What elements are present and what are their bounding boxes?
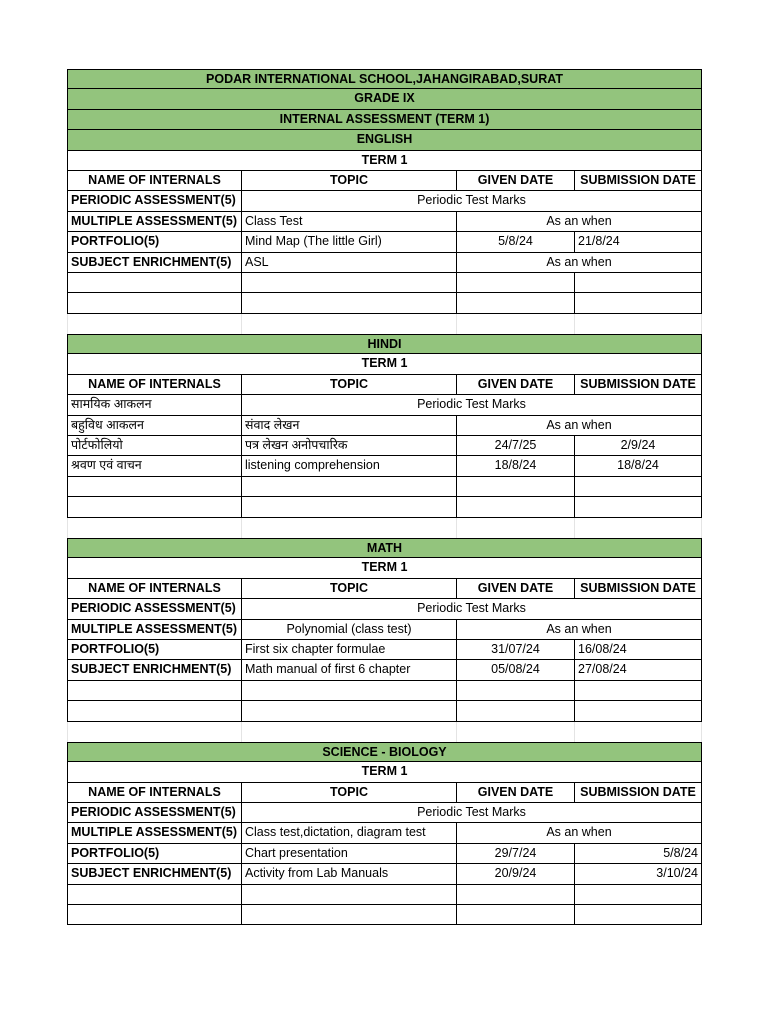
column-header: NAME OF INTERNALS: [67, 783, 242, 803]
empty-cell: [67, 293, 242, 313]
empty-cell: [457, 497, 575, 517]
subject-section: [67, 538, 702, 742]
date-span-cell: As an when: [457, 620, 702, 640]
internal-name: PERIODIC ASSESSMENT(5): [67, 191, 242, 211]
table-row: [67, 436, 702, 456]
column-header: SUBMISSION DATE: [575, 171, 702, 191]
date-span-cell: As an when: [457, 253, 702, 273]
given-date: 31/07/24: [457, 640, 575, 660]
empty-row: [67, 905, 702, 925]
empty-cell: [457, 293, 575, 313]
internal-name: सामयिक आकलन: [67, 395, 242, 415]
column-header: TOPIC: [242, 171, 457, 191]
subject-row: [67, 538, 702, 558]
column-header: SUBMISSION DATE: [575, 783, 702, 803]
subject-row: [67, 334, 702, 354]
empty-cell: [457, 885, 575, 905]
submission-date: 3/10/24: [575, 864, 702, 884]
column-header: TOPIC: [242, 375, 457, 395]
term-label: TERM 1: [67, 762, 702, 782]
table-row: [67, 660, 702, 680]
submission-date: 18/8/24: [575, 456, 702, 476]
spacer-cell: [242, 518, 457, 538]
internal-name: MULTIPLE ASSESSMENT(5): [67, 620, 242, 640]
term-row: [67, 151, 702, 171]
spacer-row: [67, 314, 702, 334]
empty-cell: [242, 681, 457, 701]
submission-date: 27/08/24: [575, 660, 702, 680]
term-row: [67, 762, 702, 782]
given-date: 18/8/24: [457, 456, 575, 476]
empty-cell: [457, 681, 575, 701]
spacer-cell: [457, 518, 575, 538]
internal-name: SUBJECT ENRICHMENT(5): [67, 864, 242, 884]
subject-sections: [67, 130, 702, 925]
empty-row: [67, 273, 702, 293]
subject-section: [67, 334, 702, 538]
given-date: 24/7/25: [457, 436, 575, 456]
column-header-row: [67, 375, 702, 395]
empty-cell: [67, 477, 242, 497]
empty-cell: [242, 905, 457, 925]
empty-cell: [67, 701, 242, 721]
term-label: TERM 1: [67, 354, 702, 374]
internal-name: PERIODIC ASSESSMENT(5): [67, 803, 242, 823]
table-row: [67, 864, 702, 884]
spacer-cell: [242, 314, 457, 334]
school-name: PODAR INTERNATIONAL SCHOOL,JAHANGIRABAD,SURAT: [67, 69, 702, 89]
internal-name: पोर्टफोलियो: [67, 436, 242, 456]
given-date: 20/9/24: [457, 864, 575, 884]
merged-cell: Periodic Test Marks: [242, 803, 702, 823]
topic-cell: Activity from Lab Manuals: [242, 864, 457, 884]
spacer-cell: [242, 722, 457, 742]
date-span-cell: As an when: [457, 823, 702, 843]
table-row: [67, 456, 702, 476]
assessment-sheet: [67, 69, 702, 925]
given-date: 5/8/24: [457, 232, 575, 252]
school-row: [67, 69, 702, 89]
empty-row: [67, 885, 702, 905]
column-header-row: [67, 783, 702, 803]
topic-cell: Class test,dictation, diagram test: [242, 823, 457, 843]
empty-row: [67, 681, 702, 701]
empty-cell: [457, 701, 575, 721]
date-span-cell: As an when: [457, 212, 702, 232]
column-header: GIVEN DATE: [457, 171, 575, 191]
column-header: NAME OF INTERNALS: [67, 579, 242, 599]
spacer-cell: [67, 722, 242, 742]
empty-cell: [575, 293, 702, 313]
term-label: TERM 1: [67, 151, 702, 171]
subject-row: [67, 742, 702, 762]
empty-cell: [242, 273, 457, 293]
topic-cell: First six chapter formulae: [242, 640, 457, 660]
merged-cell: Periodic Test Marks: [242, 191, 702, 211]
column-header: GIVEN DATE: [457, 579, 575, 599]
column-header-row: [67, 579, 702, 599]
submission-date: 5/8/24: [575, 844, 702, 864]
column-header: TOPIC: [242, 783, 457, 803]
spacer-cell: [457, 314, 575, 334]
internal-name: PERIODIC ASSESSMENT(5): [67, 599, 242, 619]
internal-name: श्रवण एवं वाचन: [67, 456, 242, 476]
internal-name: SUBJECT ENRICHMENT(5): [67, 660, 242, 680]
empty-row: [67, 701, 702, 721]
column-header: SUBMISSION DATE: [575, 579, 702, 599]
subject-section: [67, 742, 702, 926]
given-date: 05/08/24: [457, 660, 575, 680]
submission-date: 21/8/24: [575, 232, 702, 252]
spacer-row: [67, 518, 702, 538]
empty-cell: [457, 905, 575, 925]
empty-cell: [242, 497, 457, 517]
spacer-cell: [457, 722, 575, 742]
column-header: NAME OF INTERNALS: [67, 375, 242, 395]
internal-name: SUBJECT ENRICHMENT(5): [67, 253, 242, 273]
submission-date: 2/9/24: [575, 436, 702, 456]
topic-cell: Polynomial (class test): [242, 620, 457, 640]
empty-cell: [457, 477, 575, 497]
column-header-row: [67, 171, 702, 191]
empty-row: [67, 477, 702, 497]
subject-title: ENGLISH: [67, 130, 702, 150]
internal-name: बहुविध आकलन: [67, 416, 242, 436]
table-row: [67, 803, 702, 823]
topic-cell: पत्र लेखन अनोपचारिक: [242, 436, 457, 456]
spacer-cell: [67, 518, 242, 538]
empty-row: [67, 293, 702, 313]
empty-cell: [242, 293, 457, 313]
table-row: [67, 640, 702, 660]
empty-cell: [457, 273, 575, 293]
internal-name: PORTFOLIO(5): [67, 844, 242, 864]
empty-cell: [67, 885, 242, 905]
empty-cell: [575, 497, 702, 517]
given-date: 29/7/24: [457, 844, 575, 864]
empty-cell: [575, 905, 702, 925]
column-header: SUBMISSION DATE: [575, 375, 702, 395]
spacer-cell: [575, 314, 702, 334]
submission-date: 16/08/24: [575, 640, 702, 660]
spacer-cell: [67, 314, 242, 334]
table-row: [67, 395, 702, 415]
table-row: [67, 232, 702, 252]
merged-cell: Periodic Test Marks: [242, 395, 702, 415]
spacer-cell: [575, 722, 702, 742]
subject-title: SCIENCE - BIOLOGY: [67, 742, 702, 762]
term-row: [67, 558, 702, 578]
topic-cell: संवाद लेखन: [242, 416, 457, 436]
topic-cell: Chart presentation: [242, 844, 457, 864]
empty-cell: [575, 681, 702, 701]
topic-cell: Class Test: [242, 212, 457, 232]
grade-row: [67, 89, 702, 109]
table-row: [67, 599, 702, 619]
column-header: NAME OF INTERNALS: [67, 171, 242, 191]
empty-cell: [242, 477, 457, 497]
subject-title: MATH: [67, 538, 702, 558]
internal-name: PORTFOLIO(5): [67, 640, 242, 660]
empty-cell: [67, 273, 242, 293]
spacer-row: [67, 722, 702, 742]
table-row: [67, 212, 702, 232]
table-row: [67, 844, 702, 864]
topic-cell: ASL: [242, 253, 457, 273]
subject-title: HINDI: [67, 334, 702, 354]
topic-cell: listening comprehension: [242, 456, 457, 476]
internal-name: MULTIPLE ASSESSMENT(5): [67, 823, 242, 843]
empty-cell: [575, 885, 702, 905]
merged-cell: Periodic Test Marks: [242, 599, 702, 619]
term-row: [67, 354, 702, 374]
term-label: TERM 1: [67, 558, 702, 578]
topic-cell: Math manual of first 6 chapter: [242, 660, 457, 680]
empty-cell: [575, 701, 702, 721]
empty-cell: [242, 885, 457, 905]
empty-row: [67, 497, 702, 517]
empty-cell: [575, 477, 702, 497]
assessment-row: [67, 110, 702, 130]
empty-cell: [575, 273, 702, 293]
subject-section: [67, 130, 702, 334]
date-span-cell: As an when: [457, 416, 702, 436]
grade-title: GRADE IX: [67, 89, 702, 109]
internal-name: MULTIPLE ASSESSMENT(5): [67, 212, 242, 232]
spacer-cell: [575, 518, 702, 538]
assessment-title: INTERNAL ASSESSMENT (TERM 1): [67, 110, 702, 130]
table-row: [67, 416, 702, 436]
empty-cell: [67, 681, 242, 701]
empty-cell: [67, 497, 242, 517]
empty-cell: [67, 905, 242, 925]
empty-cell: [242, 701, 457, 721]
column-header: GIVEN DATE: [457, 783, 575, 803]
table-row: [67, 191, 702, 211]
table-row: [67, 253, 702, 273]
column-header: TOPIC: [242, 579, 457, 599]
table-row: [67, 823, 702, 843]
table-row: [67, 620, 702, 640]
topic-cell: Mind Map (The little Girl): [242, 232, 457, 252]
internal-name: PORTFOLIO(5): [67, 232, 242, 252]
subject-row: [67, 130, 702, 150]
column-header: GIVEN DATE: [457, 375, 575, 395]
